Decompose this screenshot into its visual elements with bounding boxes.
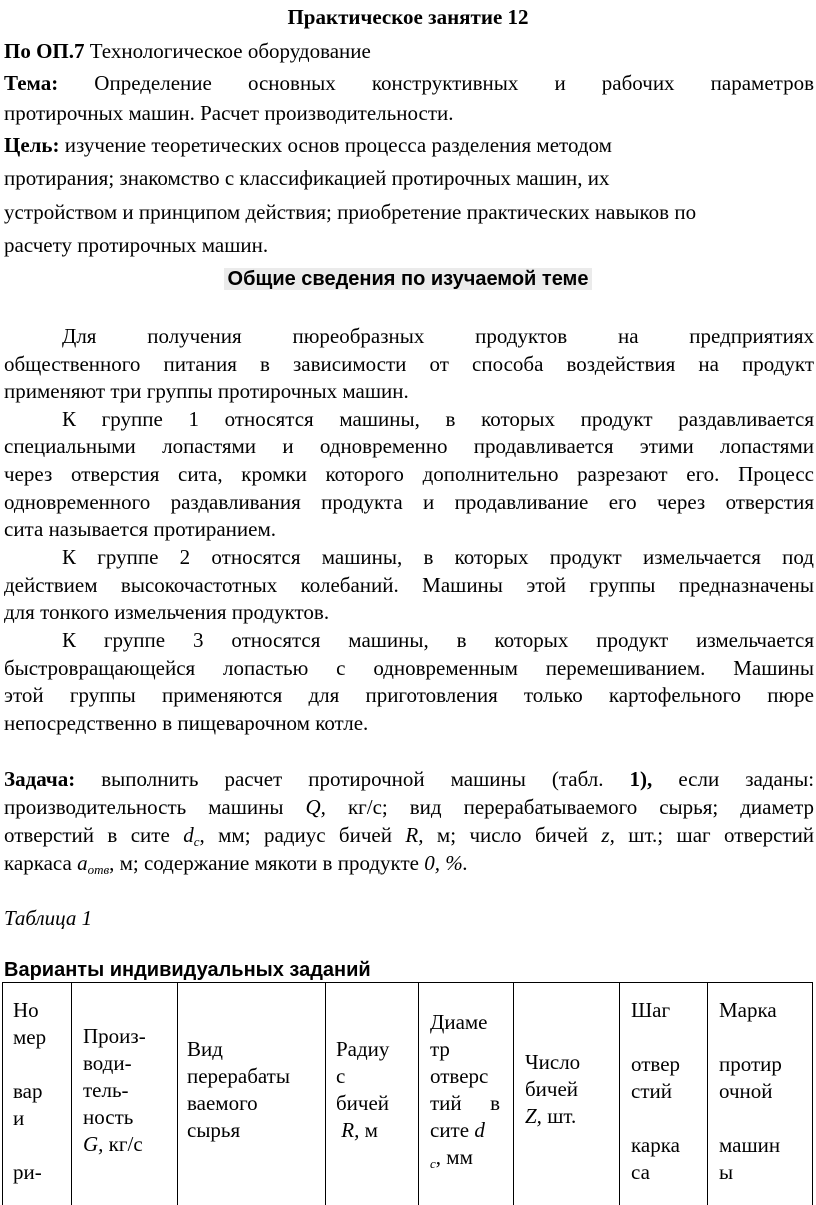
task-label: Задача:	[4, 767, 76, 791]
goal-line-3: устройством и принципом действия; приобретение практических навыков по	[4, 200, 697, 224]
section-heading-wrap	[0, 264, 816, 293]
section-heading: Общие сведения по изучаемой теме	[224, 268, 593, 290]
p4-line-3: этой группы применяются для приготовления только картофельного пюре	[4, 683, 814, 707]
header-hole-diameter: Диаме тр отверс тий в сите d $_c$, мм	[430, 1010, 500, 1171]
p1-line-1: Для получения пюреобразных продуктов на предприятиях	[62, 324, 814, 348]
table-label: Таблица 1	[4, 906, 93, 930]
goal-line-1	[4, 131, 612, 159]
goal-line-2: протирания; знакомство с классификацией протирочных машин, их	[4, 166, 610, 190]
table-title: Варианты индивидуальных заданий	[4, 959, 371, 981]
goal-label: Цель:	[4, 133, 60, 157]
topic-line-2: протирочных машин. Расчет производительности.	[4, 101, 454, 125]
p1-line-3: применяют три группы протирочных машин.	[4, 379, 409, 403]
discipline-line	[4, 37, 371, 65]
task-line-2: производительность машины Q, кг/с; вид перерабатываемого сырья; диаметр	[4, 795, 815, 819]
header-radius: Радиу с бичей R, м	[336, 1037, 390, 1142]
task-line-1: Задача: выполнить расчет протирочной машины (табл. 1), если заданы:	[4, 767, 815, 791]
header-raw-material: Вид перерабаты ваемого сырья	[187, 1037, 290, 1142]
header-productivity: Произ- води- тель- ность G, кг/с	[83, 1024, 146, 1156]
p3-line-1: К группе 2 относятся машины, в которых продукт измельчается под	[62, 545, 814, 569]
p2-line-5: сита называется протиранием.	[4, 517, 277, 541]
page-title: Практическое занятие 12	[287, 5, 529, 29]
header-machine-brand: Марка протир очной машин ы	[719, 998, 782, 1184]
topic-label: Тема:	[4, 71, 59, 95]
topic-text-1: Определение основных конструктивных и рабочих параметров	[94, 71, 814, 95]
topic-line-1	[4, 69, 814, 97]
task-line-4: каркаса $a_{отв}$, м; содержание мякоти в продукте 0, %.	[4, 851, 468, 877]
p3-line-3: для тонкого измельчения продуктов.	[4, 600, 330, 624]
p2-line-1: К группе 1 относятся машины, в которых продукт раздавливается	[62, 407, 814, 431]
p4-line-1: К группе 3 относятся машины, в которых продукт измельчается	[62, 628, 814, 652]
goal-line-4: расчету протирочных машин.	[4, 233, 269, 257]
task-line-3: отверстий в сите $d_c$, мм; радиус бичей R, м; число бичей z, шт.; шаг отверстий	[4, 823, 815, 849]
variants-table	[2, 982, 813, 1205]
header-beater-count: Число бичей Z, шт.	[525, 1050, 581, 1128]
discipline-name: Технологическое оборудование	[89, 39, 371, 63]
p4-line-2: быстровращающейся лопастью с одновременным перемешиванием. Машины	[4, 656, 814, 680]
p1-line-2: общественного питания в зависимости от способа воздействия на продукт	[4, 352, 814, 376]
p2-line-3: через отверстия сита, кромки которого дополнительно разрезают его. Процесс	[4, 462, 814, 486]
p2-line-4: одновременного раздавливания продукта и продавливание его через отверстия	[4, 490, 814, 514]
goal-text-1: изучение теоретических основ процесса разделения методом	[64, 133, 612, 157]
p2-line-2: специальными лопастями и одновременно продавливается этими лопастями	[4, 434, 814, 458]
p4-line-4: непосредственно в пищеварочном котле.	[4, 711, 369, 735]
p3-line-2: действием высокочастотных колебаний. Машины этой группы предназначены	[4, 573, 814, 597]
header-variant-number: Но мер вар и ри-	[13, 998, 47, 1184]
header-hole-pitch: Шаг отвер стий карка са	[631, 998, 681, 1184]
discipline-code: По ОП.7	[4, 39, 85, 63]
